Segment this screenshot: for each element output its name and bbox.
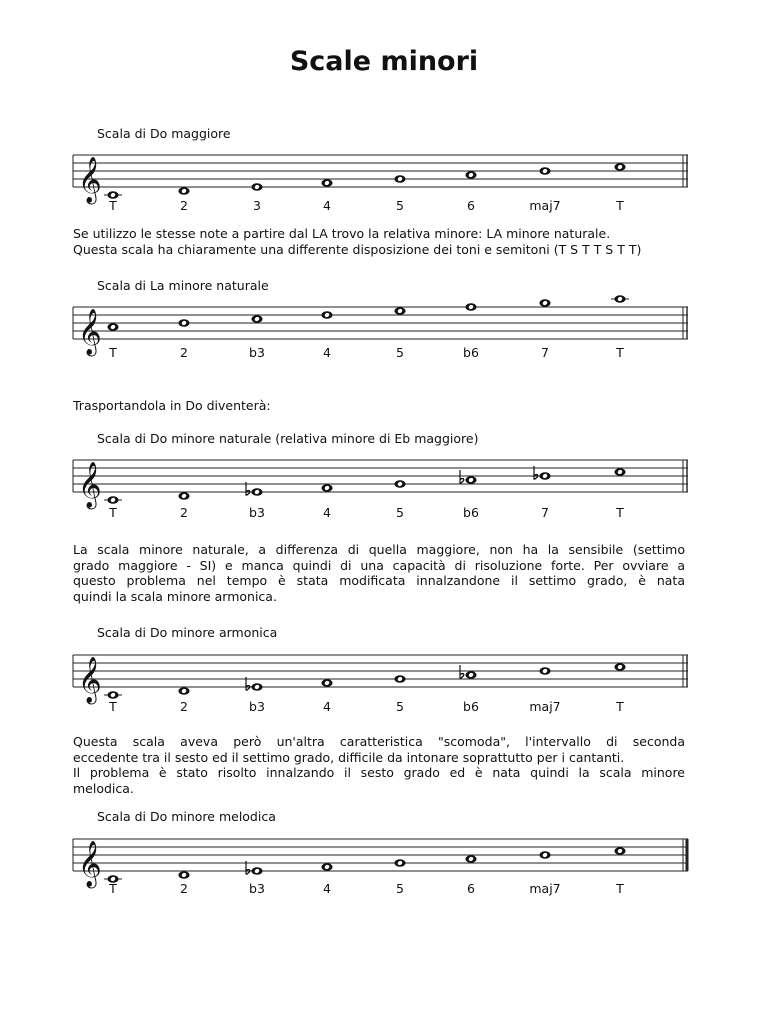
degree-label: 6	[467, 198, 475, 213]
degree-label: 4	[323, 881, 331, 896]
paragraph-line: grado maggiore - SI) e manca quindi di una capacità di risoluzione forte. Per ovviare a	[73, 557, 685, 573]
degree-label: 2	[180, 699, 188, 714]
caption-la-minore-naturale: Scala di La minore naturale	[97, 278, 269, 293]
degree-label: 6	[467, 881, 475, 896]
paragraph-line: Se utilizzo le stesse note a partire dal LA trovo la relativa minore: LA minore naturale.	[73, 226, 611, 241]
degree-label: 5	[396, 881, 404, 896]
degree-label: maj7	[529, 198, 561, 213]
degree-label: 4	[323, 699, 331, 714]
page-title: Scale minori	[289, 46, 479, 77]
treble-clef-icon: 𝄞	[78, 309, 102, 355]
treble-clef-icon: 𝄞	[78, 657, 102, 703]
degree-label: maj7	[529, 881, 561, 896]
degree-label: T	[616, 198, 624, 213]
paragraph-line: La scala minore naturale, a differenza di quella maggiore, non ha la sensibile (settimo	[73, 542, 685, 557]
degree-label: 5	[396, 345, 404, 360]
degree-label: b3	[249, 345, 265, 360]
degree-label: b6	[463, 505, 479, 520]
degree-label: maj7	[529, 699, 561, 714]
treble-clef-icon: 𝄞	[78, 462, 102, 508]
degree-label: b3	[249, 881, 265, 896]
degree-label: 2	[180, 505, 188, 520]
degree-label: T	[109, 881, 117, 896]
degree-label: 3	[253, 198, 261, 213]
degree-label: 4	[323, 198, 331, 213]
caption-do-maggiore: Scala di Do maggiore	[97, 126, 231, 141]
degree-label: T	[616, 881, 624, 896]
degree-label: T	[109, 345, 117, 360]
degree-label: 4	[323, 345, 331, 360]
degree-label: 5	[396, 505, 404, 520]
degree-label: T	[616, 699, 624, 714]
degree-label: T	[109, 699, 117, 714]
paragraph-line: Questa scala aveva però un'altra caratteristica "scomoda", l'intervallo di seconda	[73, 734, 685, 749]
paragraph-line: quindi la scala minore armonica.	[73, 588, 277, 604]
degree-label: 5	[396, 699, 404, 714]
degree-label: 2	[180, 881, 188, 896]
degree-label: b6	[463, 699, 479, 714]
paragraph-line: Il problema è stato risolto innalzando il sesto grado ed è nata quindi la scala minore	[73, 765, 685, 780]
paragraph-line: melodica.	[73, 780, 134, 796]
degree-label: T	[616, 345, 624, 360]
degree-label: 7	[541, 505, 549, 520]
paragraph-line: Trasportandola in Do diventerà:	[73, 398, 271, 413]
paragraph-line: questo problema nel tempo è stata modificata innalzandone il settimo grado, è nata	[73, 573, 685, 588]
degree-label: b3	[249, 505, 265, 520]
degree-label: T	[109, 198, 117, 213]
treble-clef-icon: 𝄞	[78, 157, 102, 203]
degree-label: b6	[463, 345, 479, 360]
paragraph-line: Questa scala ha chiaramente una differente disposizione dei toni e semitoni (T S T T S T T)	[73, 241, 642, 257]
degree-label: 4	[323, 505, 331, 520]
degree-label: 2	[180, 345, 188, 360]
degree-label: T	[109, 505, 117, 520]
degree-label: b3	[249, 699, 265, 714]
treble-clef-icon: 𝄞	[78, 841, 102, 887]
degree-label: 2	[180, 198, 188, 213]
paragraph-line: eccedente tra il sesto ed il settimo grado, difficile da intonare soprattutto per i cantanti.	[73, 749, 625, 765]
degree-label: T	[616, 505, 624, 520]
caption-do-minore-melodica: Scala di Do minore melodica	[97, 809, 276, 824]
degree-label: 5	[396, 198, 404, 213]
caption-do-minore-armonica: Scala di Do minore armonica	[97, 625, 278, 640]
caption-do-minore-naturale: Scala di Do minore naturale (relativa minore di Eb maggiore)	[97, 431, 479, 446]
degree-label: 7	[541, 345, 549, 360]
